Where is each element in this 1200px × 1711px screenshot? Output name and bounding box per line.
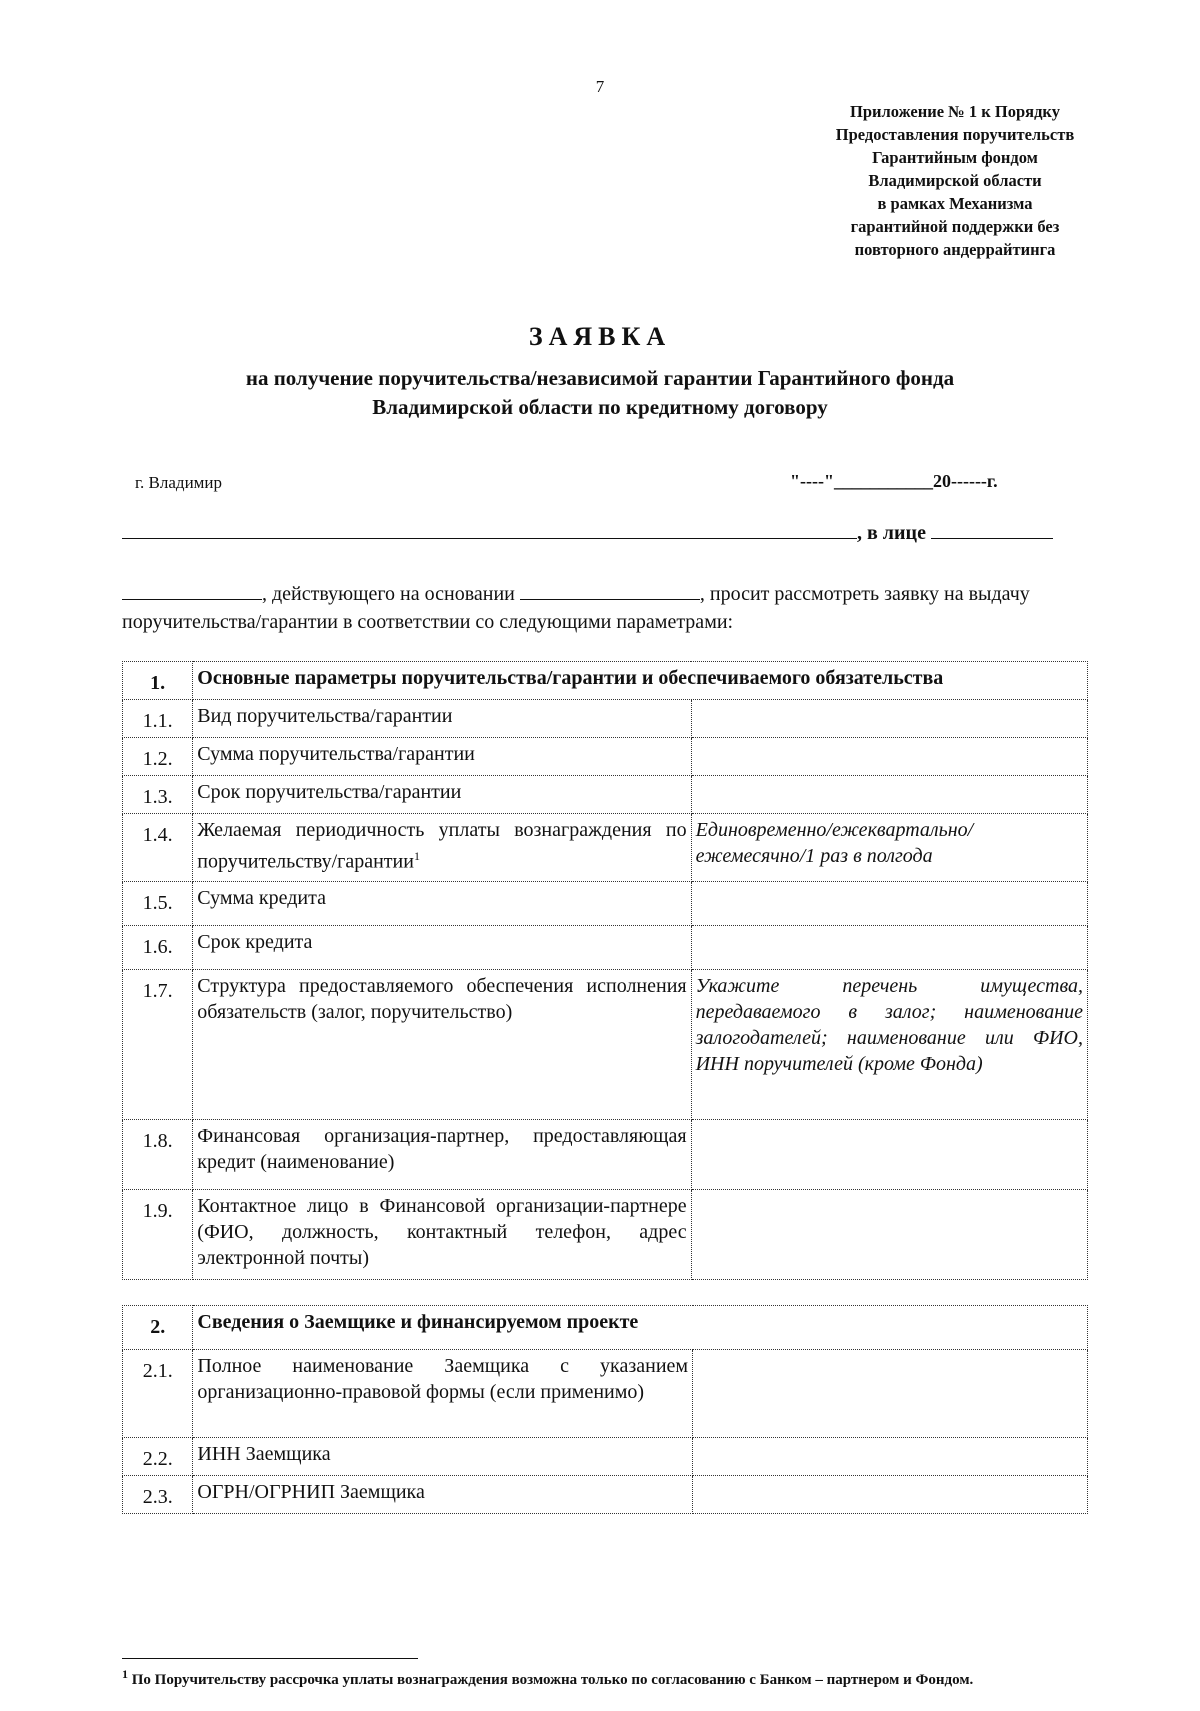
row-label: Финансовая организация-партнер, предоставляющая кредит (наименование): [193, 1120, 691, 1190]
row-value-cell[interactable]: [691, 776, 1087, 814]
intro-text-1: , действующего на основании: [262, 583, 515, 605]
row-label: Сумма кредита: [193, 882, 691, 926]
table-row: [123, 776, 1088, 814]
row-number: 1.7.: [123, 970, 193, 1120]
footnote-mark: 1: [413, 849, 420, 863]
appendix-line: Предоставления поручительств: [835, 125, 1075, 144]
appendix-line: Владимирской области: [868, 171, 1042, 190]
row-value-cell[interactable]: [693, 1476, 1088, 1514]
appendix-line: Приложение № 1 к Порядку: [850, 102, 1060, 121]
table-row: [123, 882, 1088, 926]
row-number: 1.6.: [123, 926, 193, 970]
table-row: [123, 1350, 1088, 1438]
row-number: 1.8.: [123, 1120, 193, 1190]
row-number: 1.2.: [123, 738, 193, 776]
row-label: Срок кредита: [193, 926, 691, 970]
city-label: г. Владимир: [135, 473, 223, 492]
row-label: Структура предоставляемого обеспечения исполнения обязательств (залог, поручительство): [193, 970, 691, 1120]
applicant-name-blank[interactable]: [122, 537, 857, 539]
section-number: 2.: [123, 1306, 193, 1350]
row-number: 1.4.: [123, 814, 193, 882]
table-row: [123, 970, 1088, 1120]
date-field[interactable]: "----"___________20------г.: [790, 471, 998, 491]
row-label: ОГРН/ОГРНИП Заемщика: [193, 1476, 693, 1514]
row-value-cell[interactable]: [691, 882, 1087, 926]
section-header-row: [123, 662, 1088, 700]
section-header-row: [123, 1306, 1088, 1350]
footnote: [122, 1667, 973, 1689]
row-number: 2.2.: [123, 1438, 193, 1476]
row-value-cell[interactable]: [693, 1350, 1088, 1438]
footnote-divider: [122, 1658, 418, 1659]
row-value-cell[interactable]: Единовременно/ежеквартально/ ежемесячно/1 раз в полгода: [691, 814, 1087, 882]
basis-blank[interactable]: [520, 598, 700, 600]
appendix-line: в рамках Механизма: [877, 194, 1033, 213]
row-number: 1.5.: [123, 882, 193, 926]
representative-blank[interactable]: [931, 537, 1053, 539]
table-row: [123, 738, 1088, 776]
intro-paragraph: [122, 580, 1082, 636]
document-subtitle: [150, 364, 1050, 422]
row-number: 1.1.: [123, 700, 193, 738]
row-value-cell[interactable]: Укажите перечень имущества, передаваемого в залог; наименование залогодателей; наименование или ФИО, ИНН поручителей (кроме Фонда): [691, 970, 1087, 1120]
row-value-cell[interactable]: [691, 700, 1087, 738]
table-row: [123, 700, 1088, 738]
table-row: [123, 1120, 1088, 1190]
footnote-mark: 1: [122, 1667, 128, 1681]
footnote-text: По Поручительству рассрочка уплаты вознаграждения возможна только по согласованию с Банком – партнером и Фондом.: [131, 1672, 974, 1688]
section-title: Основные параметры поручительства/гарантии и обеспечиваемого обязательства: [193, 662, 1088, 700]
row-label: ИНН Заемщика: [193, 1438, 693, 1476]
section-title: Сведения о Заемщике и финансируемом проекте: [193, 1306, 1088, 1350]
row-label: [193, 814, 691, 882]
table-row: [123, 1438, 1088, 1476]
intro-text-2: , просит рассмотреть заявку на выдачу поручительства/гарантии в соответствии со следующими параметрами:: [122, 583, 1030, 633]
row-label: Сумма поручительства/гарантии: [193, 738, 691, 776]
table-row: [123, 1476, 1088, 1514]
row-label: Вид поручительства/гарантии: [193, 700, 691, 738]
document-title: ЗАЯВКА: [528, 322, 672, 351]
table-row: [123, 1190, 1088, 1280]
applicant-line: [122, 522, 1053, 545]
row-label: Контактное лицо в Финансовой организации-партнере (ФИО, должность, контактный телефон, адрес электронной почты): [193, 1190, 691, 1280]
section1-table: [122, 661, 1088, 1280]
subtitle-line: на получение поручительства/независимой гарантии Гарантийного фонда: [245, 366, 955, 390]
table-row: [123, 814, 1088, 882]
row-value-cell[interactable]: [691, 1190, 1087, 1280]
section2-table: [122, 1305, 1088, 1514]
subtitle-line: Владимирской области по кредитному договору: [372, 395, 828, 419]
appendix-line: гарантийной поддержки без: [850, 217, 1060, 236]
row-number: 2.3.: [123, 1476, 193, 1514]
table-row: [123, 926, 1088, 970]
row-value-cell[interactable]: [693, 1438, 1088, 1476]
row-value-cell[interactable]: [691, 1120, 1087, 1190]
row-label: Срок поручительства/гарантии: [193, 776, 691, 814]
row-label-text: Желаемая периодичность уплаты вознаграждения по поручительству/гарантии: [197, 819, 687, 873]
appendix-line: повторного андеррайтинга: [854, 240, 1056, 259]
row-value-cell[interactable]: [691, 926, 1087, 970]
appendix-line: Гарантийным фондом: [872, 148, 1038, 167]
appendix-note: [790, 100, 1120, 261]
section-number: 1.: [123, 662, 193, 700]
row-value-cell[interactable]: [691, 738, 1087, 776]
row-number: 1.9.: [123, 1190, 193, 1280]
position-blank[interactable]: [122, 598, 262, 600]
page-number: 7: [595, 77, 605, 96]
row-label: Полное наименование Заемщика с указанием организационно-правовой формы (если применимо): [193, 1350, 693, 1438]
row-number: 2.1.: [123, 1350, 193, 1438]
row-number: 1.3.: [123, 776, 193, 814]
in-person-label: , в лице: [857, 522, 926, 544]
